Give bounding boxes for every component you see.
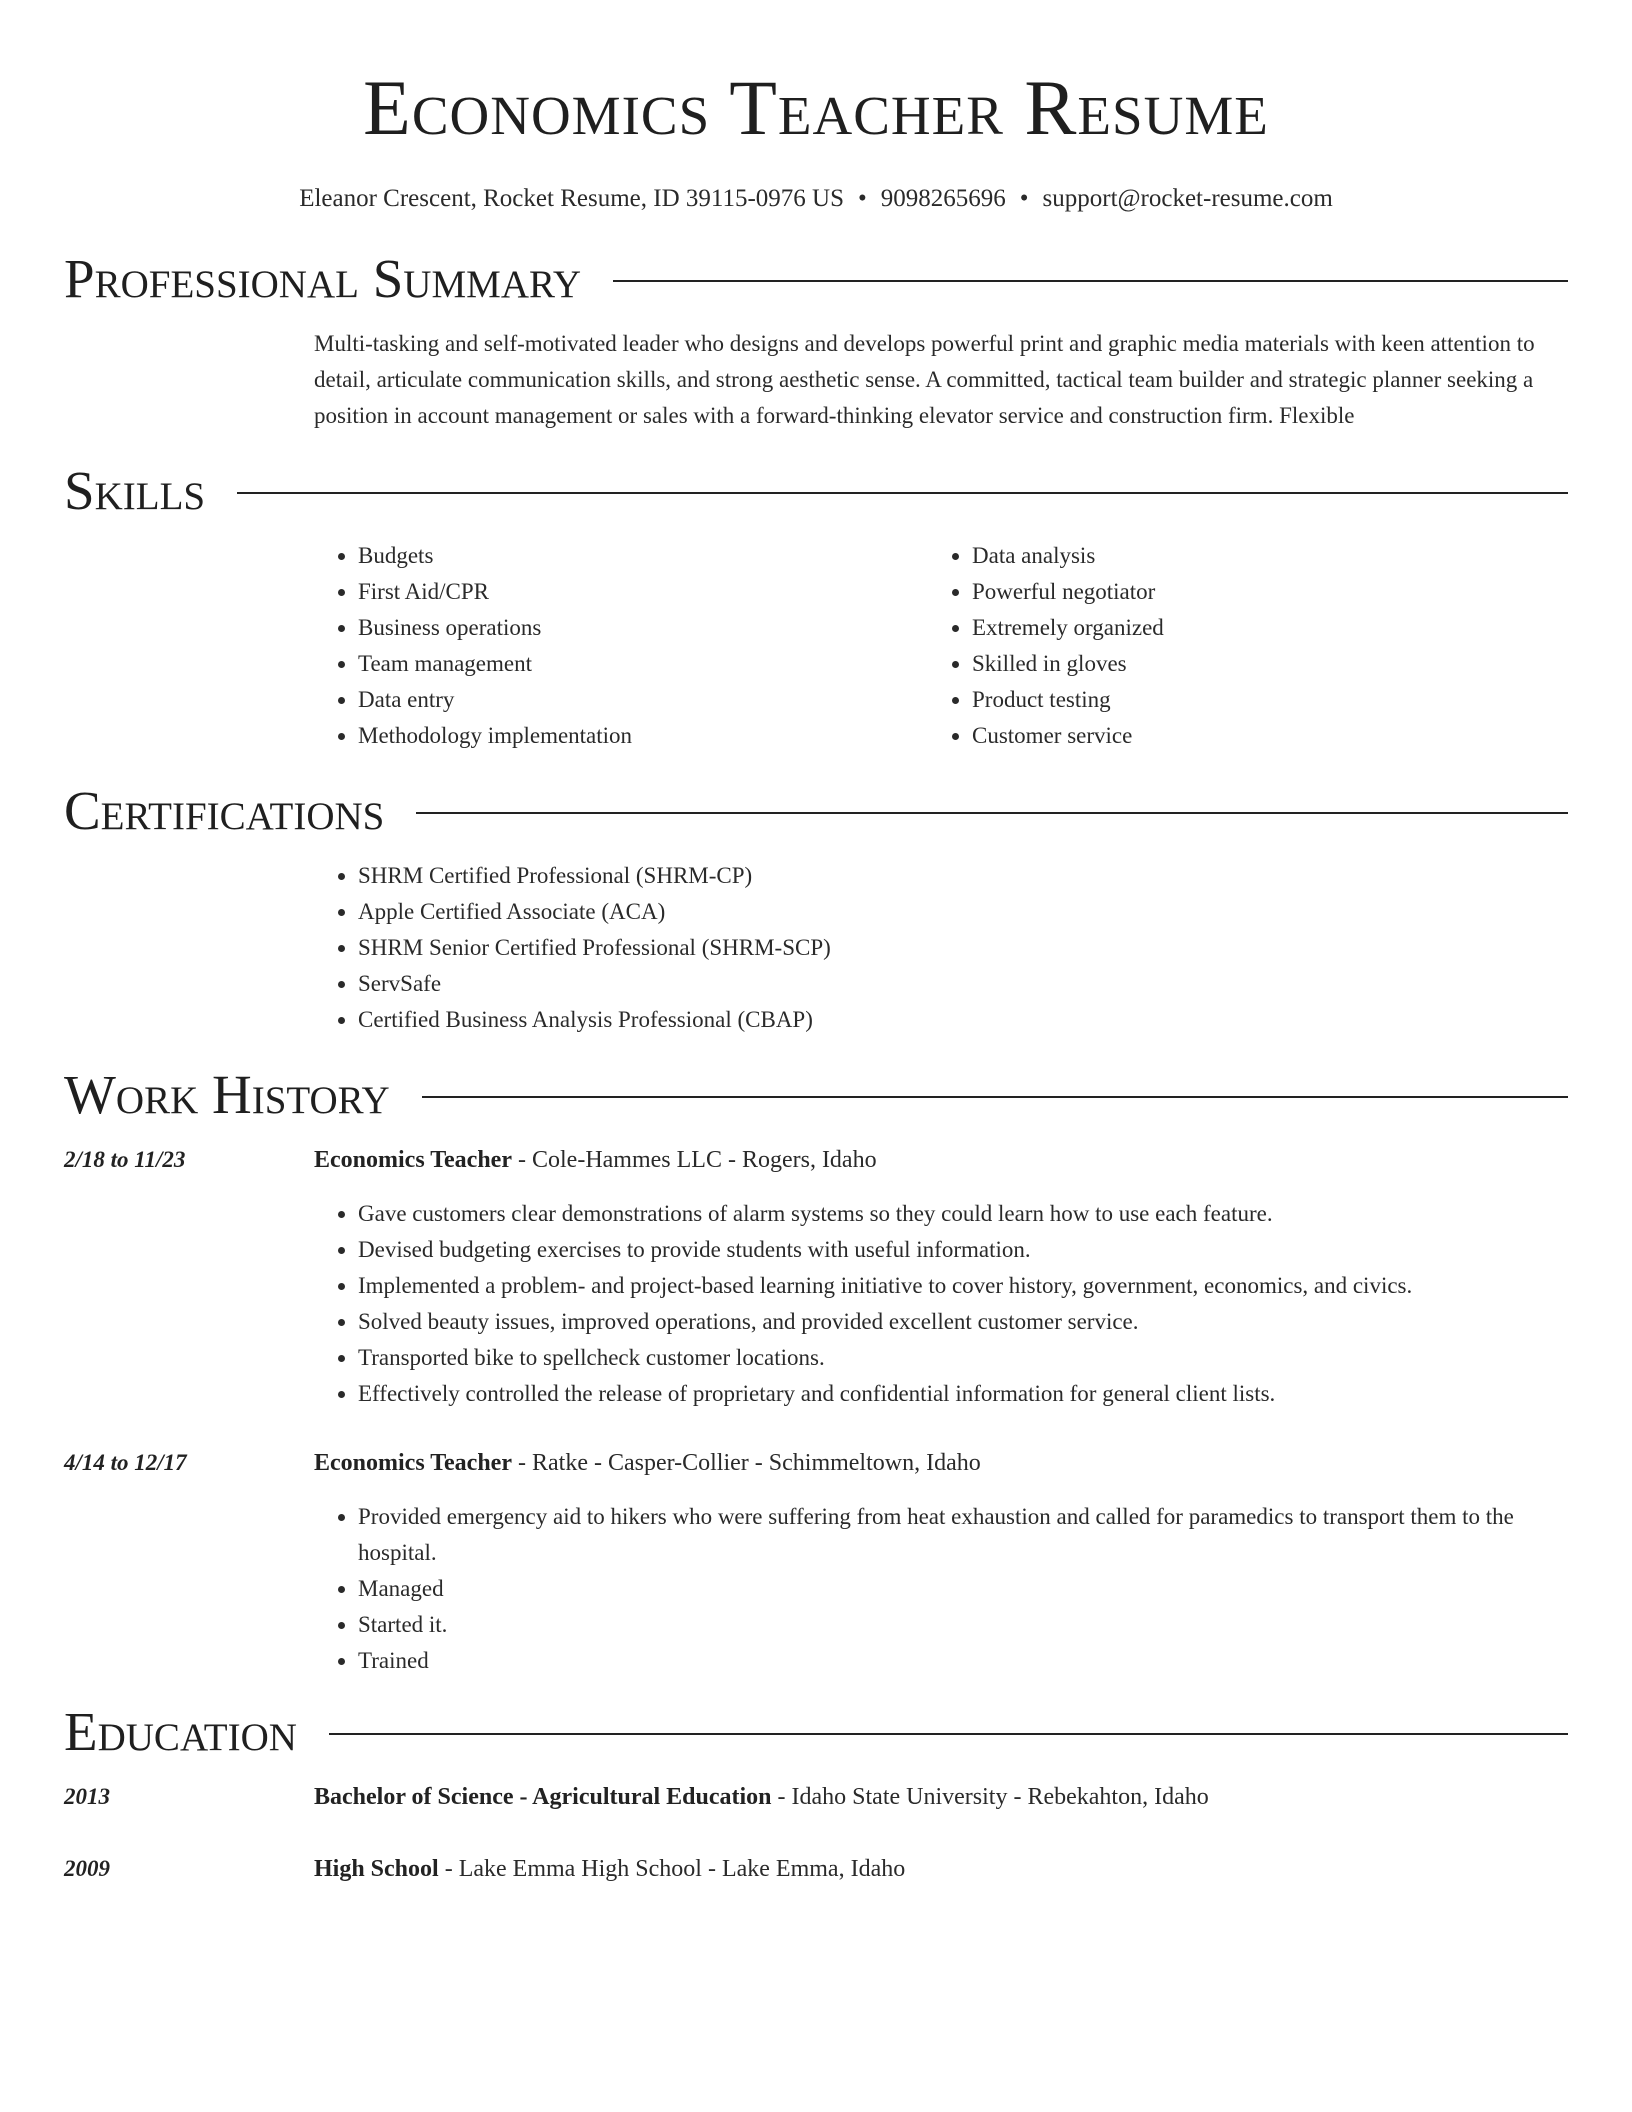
work-bullet: • Provided emergency aid to hikers who were suffering from heat exhaustion and called for paramedics to transport them to the hospital. [358, 1499, 1568, 1571]
skill-item: • First Aid/CPR [358, 574, 928, 610]
skills-list-right [928, 538, 1542, 754]
work-entry [64, 1142, 1568, 1412]
work-bullet: • Trained [358, 1643, 1568, 1679]
education-date: 2009 [64, 1856, 110, 1881]
education-entry-body [314, 1779, 1568, 1815]
work-title: Work History [64, 1064, 390, 1125]
work-entry-body [314, 1445, 1568, 1679]
skill-item: • Powerful negotiator [972, 574, 1542, 610]
education-degree: Bachelor of Science - Agricultural Education [314, 1784, 772, 1810]
work-date: 4/14 to 12/17 [64, 1450, 187, 1475]
education-entry-body [314, 1851, 1568, 1887]
work-bullet: • Effectively controlled the release of proprietary and confidential information for general client lists. [358, 1376, 1568, 1412]
education-school: - Idaho State University - Rebekahton, Idaho [771, 1784, 1209, 1810]
certification-item: • Certified Business Analysis Professional (CBAP) [358, 1002, 1568, 1038]
section-divider [613, 280, 1568, 282]
contact-email: support@rocket-resume.com [1042, 185, 1333, 212]
section-divider [329, 1733, 1568, 1735]
work-bullets [314, 1196, 1568, 1412]
job-company: - Ratke - Casper-Collier - Schimmeltown, Idaho [512, 1450, 981, 1476]
job-title: Economics Teacher [314, 1147, 512, 1173]
work-entry-body [314, 1142, 1568, 1412]
certification-item: • ServSafe [358, 966, 1568, 1002]
contact-separator: • [1019, 185, 1029, 212]
skill-item: • Business operations [358, 610, 928, 646]
certification-item: • SHRM Certified Professional (SHRM-CP) [358, 858, 1568, 894]
work-bullet: • Solved beauty issues, improved operations, and provided excellent customer service. [358, 1304, 1568, 1340]
job-title: Economics Teacher [314, 1450, 512, 1476]
work-bullet: • Started it. [358, 1607, 1568, 1643]
section-divider [237, 492, 1568, 494]
contact-separator: • [857, 185, 867, 212]
work-heading [314, 1142, 1568, 1178]
skill-item: • Customer service [972, 718, 1542, 754]
work-bullet: • Managed [358, 1571, 1568, 1607]
work-date: 2/18 to 11/23 [64, 1147, 186, 1172]
work-entry [64, 1445, 1568, 1679]
skill-item: • Methodology implementation [358, 718, 928, 754]
skills-column-left [314, 538, 928, 754]
certification-item: • Apple Certified Associate (ACA) [358, 894, 1568, 930]
work-section [64, 1060, 1568, 1679]
education-heading [314, 1779, 1568, 1815]
education-heading [314, 1851, 1568, 1887]
skills-list-left [314, 538, 928, 754]
skill-item: • Team management [358, 646, 928, 682]
work-bullets [314, 1499, 1568, 1679]
skill-item: • Skilled in gloves [972, 646, 1542, 682]
work-bullet: • Transported bike to spellcheck customer locations. [358, 1340, 1568, 1376]
contact-phone: 9098265696 [880, 185, 1006, 212]
skills-section [64, 456, 1568, 754]
skill-item: • Product testing [972, 682, 1542, 718]
skills-title: Skills [64, 460, 206, 521]
skill-item: • Data analysis [972, 538, 1542, 574]
section-divider [416, 812, 1568, 814]
certifications-title: Certifications [64, 780, 385, 841]
skills-header [64, 456, 1568, 526]
work-bullet: • Gave customers clear demonstrations of alarm systems so they could learn how to use each feature. [358, 1196, 1568, 1232]
certifications-header [64, 776, 1568, 846]
work-header [64, 1060, 1568, 1130]
education-section [64, 1697, 1568, 1887]
summary-header [64, 244, 1568, 314]
summary-section [64, 244, 1568, 434]
education-entry [64, 1851, 1568, 1887]
skill-item: • Data entry [358, 682, 928, 718]
education-header [64, 1697, 1568, 1767]
education-entry [64, 1779, 1568, 1815]
education-degree: High School [314, 1856, 439, 1882]
education-date: 2013 [64, 1784, 110, 1809]
job-company: - Cole-Hammes LLC - Rogers, Idaho [512, 1147, 877, 1173]
skill-item: • Budgets [358, 538, 928, 574]
work-bullet: • Implemented a problem- and project-based learning initiative to cover history, government, economics, and civics. [358, 1268, 1568, 1304]
certification-item: • SHRM Senior Certified Professional (SHRM-SCP) [358, 930, 1568, 966]
summary-title: Professional Summary [64, 248, 582, 309]
resume-title: Economics Teacher Resume [363, 64, 1269, 151]
skills-column-right [928, 538, 1542, 754]
summary-text: Multi-tasking and self-motivated leader who designs and develops powerful print and graphic media materials with keen attention to detail, articulate communication skills, and strong aesthetic sense. A committed, tactical team builder and strategic planner seeking a position in account management or sales with a forward-thinking elevator service and construction firm. Flexible [314, 331, 1535, 428]
skill-item: • Extremely organized [972, 610, 1542, 646]
certifications-section [64, 776, 1568, 1038]
education-school: - Lake Emma High School - Lake Emma, Idaho [438, 1856, 906, 1882]
certifications-list [314, 858, 1568, 1038]
work-heading [314, 1445, 1568, 1481]
contact-line [64, 182, 1568, 216]
work-bullet: • Devised budgeting exercises to provide students with useful information. [358, 1232, 1568, 1268]
section-divider [422, 1096, 1568, 1098]
contact-address: Eleanor Crescent, Rocket Resume, ID 39115-0976 US [299, 185, 844, 212]
education-title: Education [64, 1701, 297, 1762]
